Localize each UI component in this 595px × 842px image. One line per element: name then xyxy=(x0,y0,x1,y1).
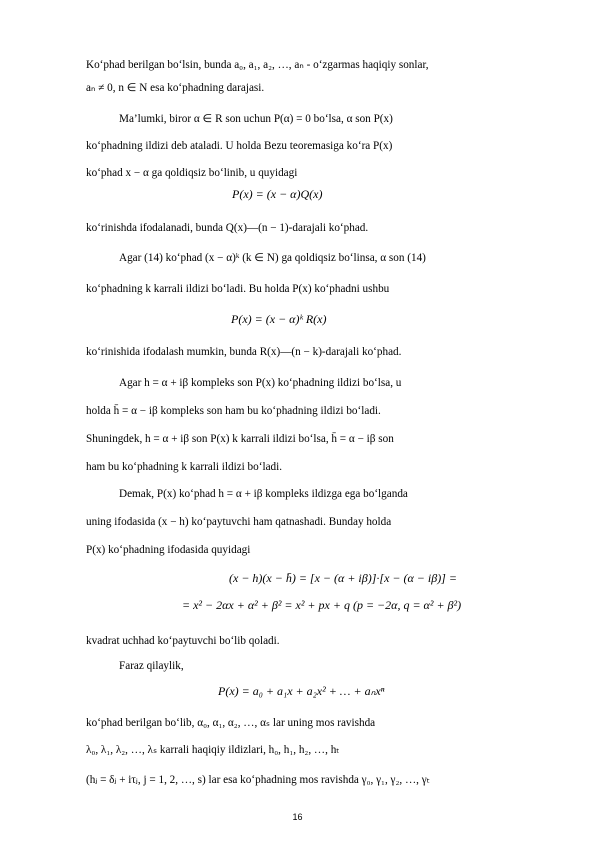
text-line: (hⱼ = δⱼ + iτⱼ, j = 1, 2, …, s) lar esa ko‘phadning mos ravishda γ₀, γ₁, γ₂, …, γₜ xyxy=(86,774,431,786)
text-line: ko‘phadning k karrali ildizi bo‘ladi. Bu holda P(x) ko‘phadni ushbu xyxy=(86,283,390,295)
formula: P(x) = (x − α)ᵏ R(x) xyxy=(231,312,327,326)
formula: = x² − 2αx + α² + β² = x² + px + q (p = −2α, q = α² + β²) xyxy=(182,598,462,612)
text-line: P(x) ko‘phadning ifodasida quyidagi xyxy=(86,544,251,556)
text-line: ko‘phadning ildizi deb ataladi. U holda Bezu teoremasiga ko‘ra P(x) xyxy=(86,140,393,152)
text-line: λ₀, λ₁, λ₂, …, λₛ karrali haqiqiy ildizlari, h₀, h₁, h₂, …, hₜ xyxy=(86,744,340,756)
text-line: Ko‘phad berilgan bo‘lsin, bunda a₀, a₁, a₂, …, aₙ - o‘zgarmas haqiqiy sonlar, xyxy=(86,59,429,71)
text-line: ko‘phad berilgan bo‘lib, α₀, α₁, α₂, …, αₛ lar uning mos ravishda xyxy=(86,717,376,729)
text-line: Agar h = α + iβ kompleks son P(x) ko‘phadning ildizi bo‘lsa, u xyxy=(119,377,402,389)
text-line: ko‘rinishida ifodalash mumkin, bunda R(x)—(n − k)-darajali ko‘phad. xyxy=(86,346,402,358)
text-line: ko‘rinishda ifodalanadi, bunda Q(x)—(n − 1)-darajali ko‘phad. xyxy=(86,222,369,234)
text-line: Ma’lumki, biror α ∈ R son uchun P(α) = 0 bo‘lsa, α son P(x) xyxy=(119,113,393,125)
formula: P(x) = (x − α)Q(x) xyxy=(232,187,323,201)
page-number: 16 xyxy=(292,812,303,822)
text-line: uning ifodasida (x − h) ko‘paytuvchi ham qatnashadi. Bunday holda xyxy=(86,516,392,528)
text-line: holda h̄ = α − iβ kompleks son ham bu ko‘phadning ildizi bo‘ladi. xyxy=(86,405,381,417)
text-line: ham bu ko‘phadning k karrali ildizi bo‘ladi. xyxy=(86,461,283,473)
formula: P(x) = a₀ + a₁x + a₂x² + … + aₙxⁿ xyxy=(218,684,385,698)
text-line: ko‘phad x − α ga qoldiqsiz bo‘linib, u quyidagi xyxy=(86,167,298,179)
text-line: Shuningdek, h = α + iβ son P(x) k karrali ildizi bo‘lsa, h̄ = α − iβ son xyxy=(86,433,394,445)
text-line: kvadrat uchhad ko‘paytuvchi bo‘lib qoladi. xyxy=(86,635,280,647)
text-line: aₙ ≠ 0, n ∈ N esa ko‘phadning darajasi. xyxy=(86,82,265,94)
text-line: Faraz qilaylik, xyxy=(119,660,184,672)
text-line: Demak, P(x) ko‘phad h = α + iβ kompleks ildizga ega bo‘lganda xyxy=(119,488,408,500)
formula: (x − h)(x − h̄) = [x − (α + iβ)]·[x − (α − iβ)] = xyxy=(229,571,457,585)
text-line: Agar (14) ko‘phad (x − α)ᵏ (k ∈ N) ga qoldiqsiz bo‘linsa, α son (14) xyxy=(119,252,426,264)
